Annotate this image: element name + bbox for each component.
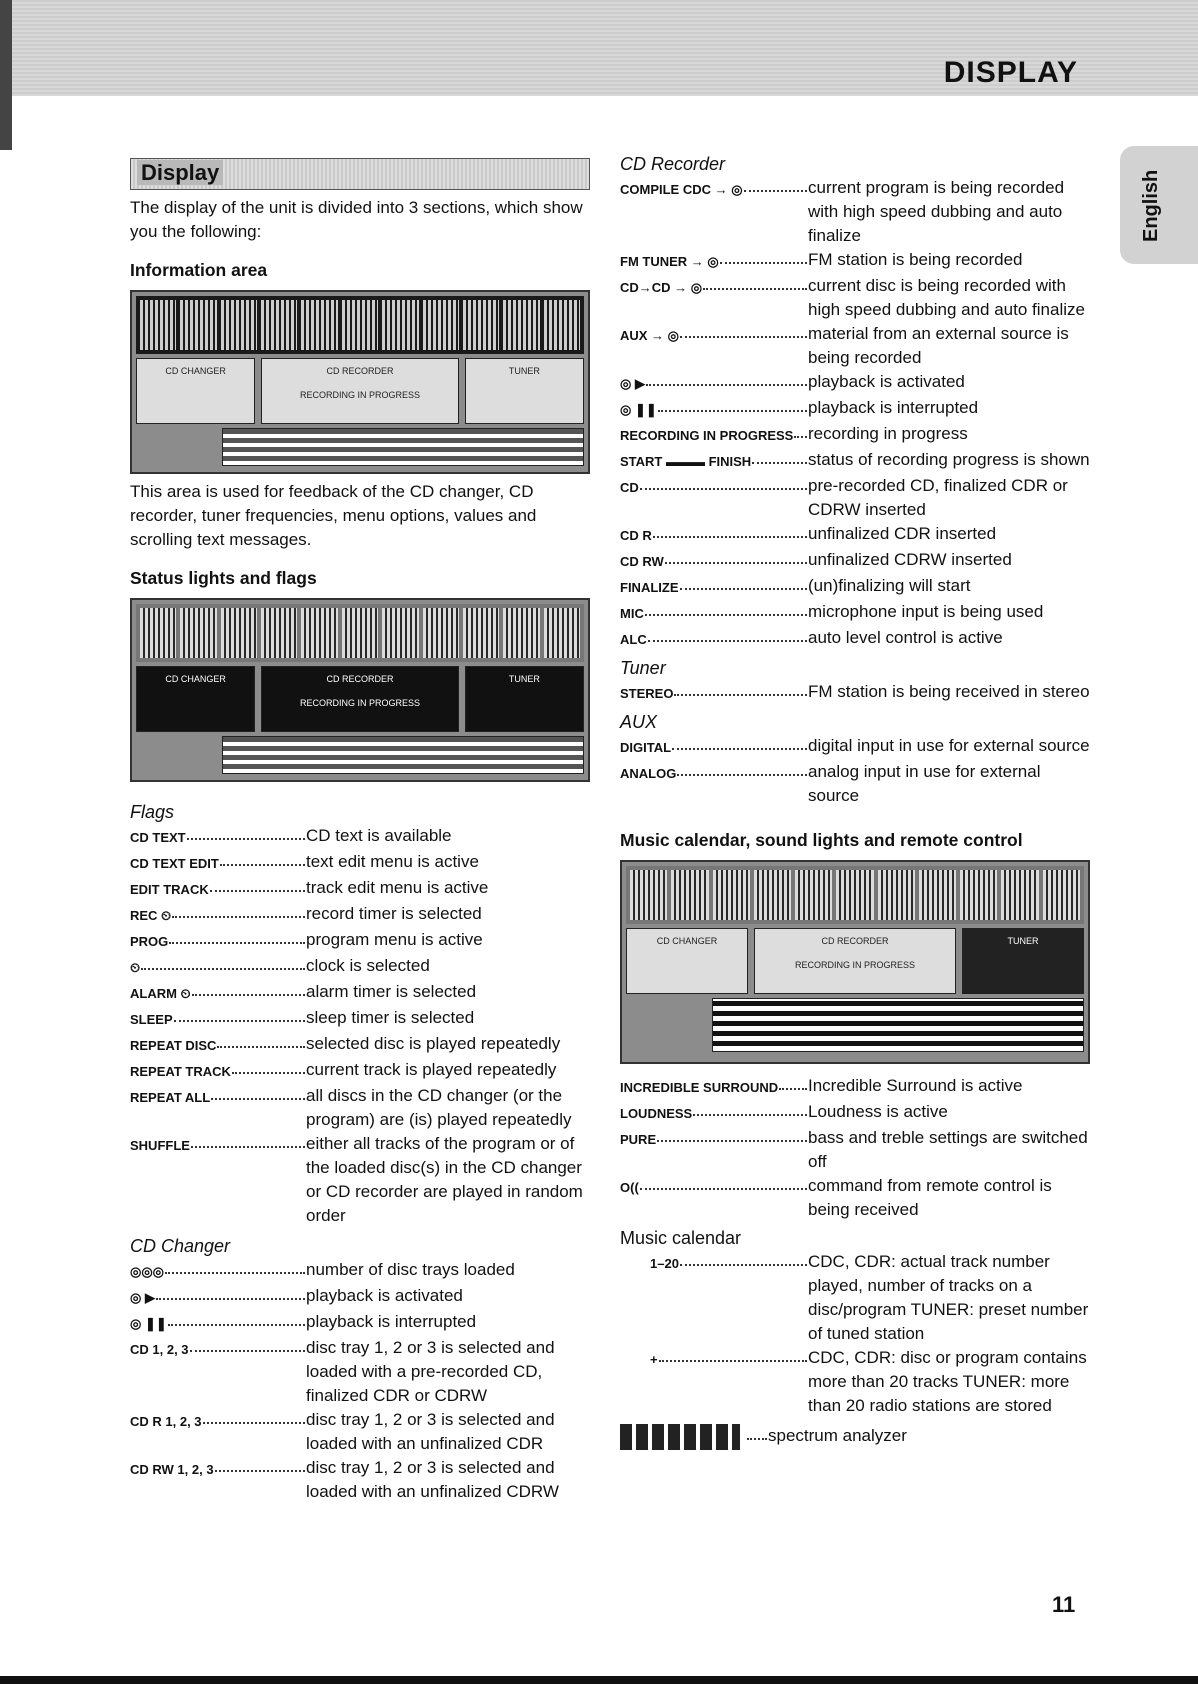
definition-desc: current program is being recorded with high speed dubbing and auto finalize	[808, 178, 1065, 245]
definition-term: COMPILE CDC → ◎	[620, 182, 743, 197]
definition-row	[620, 1074, 1090, 1100]
lcd-cd-recorder-panel: CD RECORDER RECORDING IN PROGRESS	[261, 358, 458, 424]
section-title: Display	[137, 160, 223, 185]
definition-term: REPEAT DISC	[130, 1038, 217, 1053]
definition-term: O((	[620, 1180, 639, 1195]
definition-desc: recording in progress	[808, 424, 968, 443]
definition-row	[130, 928, 590, 954]
lcd-segment-row	[136, 296, 584, 354]
definition-row	[620, 1250, 1090, 1346]
leader-dots	[210, 876, 305, 892]
leader-dots	[220, 850, 305, 866]
definition-term: +	[650, 1352, 658, 1367]
definition-desc: Incredible Surround is active	[808, 1076, 1023, 1095]
definition-row	[130, 1006, 590, 1032]
leader-dots	[747, 1424, 767, 1440]
lcd-spectrum	[222, 736, 584, 774]
definition-term: REC ⏲	[130, 908, 172, 923]
bottom-rule	[0, 1676, 1198, 1684]
music-calendar-subheading: Music calendar	[620, 1228, 742, 1248]
definition-desc: text edit menu is active	[306, 852, 479, 871]
music-calendar-heading: Music calendar, sound lights and remote control	[620, 830, 1023, 850]
definition-desc: all discs in the CD changer (or the program) are (is) played repeatedly	[306, 1086, 572, 1129]
definition-term: STEREO	[620, 686, 674, 701]
language-tab-label: English	[1140, 169, 1162, 242]
definition-row	[620, 574, 1090, 600]
cd-changer-list	[130, 1258, 590, 1504]
leader-dots	[191, 1132, 305, 1148]
lcd-cd-recorder-panel: CD RECORDER RECORDING IN PROGRESS	[754, 928, 956, 994]
definition-desc: bass and treble settings are switched off	[808, 1128, 1088, 1171]
page-header-title: DISPLAY	[943, 56, 1078, 89]
definition-term: ⏲	[130, 960, 141, 975]
definition-row	[620, 322, 1090, 370]
definition-row	[620, 248, 1090, 274]
aux-heading: AUX	[620, 712, 658, 732]
definition-row	[130, 824, 590, 850]
left-column	[130, 158, 590, 1504]
definition-row	[620, 1126, 1090, 1174]
leader-dots	[646, 370, 807, 386]
leader-dots	[169, 928, 305, 944]
leader-dots	[680, 1250, 807, 1266]
leader-dots	[720, 248, 807, 264]
definition-row	[130, 1284, 590, 1310]
definition-desc: record timer is selected	[306, 904, 482, 923]
definition-desc: Loudness is active	[808, 1102, 948, 1121]
intro-text: The display of the unit is divided into 3 sections, which show you the following:	[130, 198, 583, 241]
tuner-heading: Tuner	[620, 658, 666, 678]
leader-dots	[657, 1126, 807, 1142]
definition-term: ALC	[620, 632, 647, 647]
leader-dots	[640, 1174, 807, 1190]
definition-desc: playback is activated	[306, 1286, 463, 1305]
leader-dots	[680, 322, 807, 338]
definition-term: ◎ ❚❚	[620, 402, 657, 417]
definition-row	[130, 1336, 590, 1408]
definition-row	[620, 1174, 1090, 1222]
section-title-box	[130, 158, 590, 190]
definition-desc: disc tray 1, 2 or 3 is selected and loaded with an unfinalized CDRW	[306, 1458, 559, 1501]
lcd-spectrum	[222, 428, 584, 466]
music-calendar-display-illustration	[620, 860, 1090, 1064]
definition-row	[620, 396, 1090, 422]
leader-dots	[703, 274, 807, 290]
definition-term: ANALOG	[620, 766, 677, 781]
definition-desc: number of disc trays loaded	[306, 1260, 515, 1279]
leader-dots	[203, 1408, 305, 1424]
leader-dots	[640, 474, 807, 490]
definition-desc: track edit menu is active	[306, 878, 489, 897]
definition-term: PURE	[620, 1132, 657, 1147]
definition-row	[620, 734, 1090, 760]
lcd-segment-row-dim	[136, 604, 584, 662]
leader-dots	[192, 980, 305, 996]
definition-desc: pre-recorded CD, finalized CDR or CDRW inserted	[808, 476, 1068, 519]
definition-row	[130, 1310, 590, 1336]
definition-term: REPEAT ALL	[130, 1090, 211, 1105]
definition-term: START ▬▬▬ FINISH	[620, 454, 752, 469]
definition-row	[620, 1100, 1090, 1126]
leader-dots	[779, 1074, 807, 1090]
leader-dots	[659, 1346, 807, 1362]
lcd-cd-recorder-panel-lit: CD RECORDER RECORDING IN PROGRESS	[261, 666, 458, 732]
definition-desc: playback is interrupted	[808, 398, 979, 417]
definition-term: ◎ ❚❚	[130, 1316, 167, 1331]
leader-dots	[165, 1258, 305, 1274]
definition-desc: alarm timer is selected	[306, 982, 477, 1001]
definition-desc: clock is selected	[306, 956, 430, 975]
leader-dots	[211, 1084, 305, 1100]
definition-term: RECORDING IN PROGRESS	[620, 428, 794, 443]
cd-changer-heading: CD Changer	[130, 1236, 231, 1256]
definition-term: CD R 1, 2, 3	[130, 1414, 202, 1429]
leader-dots	[172, 902, 305, 918]
leader-dots	[156, 1284, 305, 1300]
music-calendar-list	[620, 1250, 1090, 1418]
definition-desc: disc tray 1, 2 or 3 is selected and loaded with an unfinalized CDR	[306, 1410, 555, 1453]
leader-dots	[693, 1100, 807, 1116]
definition-term: SLEEP	[130, 1012, 173, 1027]
lcd-segment-row-dim	[626, 866, 1084, 924]
definition-term: AUX → ◎	[620, 328, 680, 343]
leader-dots	[217, 1032, 305, 1048]
leader-dots	[653, 522, 807, 538]
lcd-spectrum-lit	[712, 998, 1084, 1052]
sound-lights-list	[620, 1074, 1090, 1222]
definition-desc: unfinalized CDR inserted	[808, 524, 997, 543]
definition-desc: auto level control is active	[808, 628, 1003, 647]
binding-edge	[0, 0, 12, 150]
definition-desc: FM station is being recorded	[808, 250, 1023, 269]
definition-desc: disc tray 1, 2 or 3 is selected and loaded with a pre-recorded CD, finalized CDR or CDRW	[306, 1338, 555, 1405]
definition-desc: CDC, CDR: actual track number played, number of tracks on a disc/program TUNER: preset number of tuned station	[808, 1252, 1089, 1343]
leader-dots	[658, 396, 807, 412]
definition-desc: current disc is being recorded with high speed dubbing and auto finalize	[808, 276, 1085, 319]
leader-dots	[168, 1310, 305, 1326]
status-heading: Status lights and flags	[130, 568, 317, 588]
definition-row	[620, 474, 1090, 522]
language-tab	[1120, 146, 1198, 264]
definition-row	[620, 176, 1090, 248]
definition-row	[130, 1456, 590, 1504]
definition-row	[130, 1084, 590, 1132]
leader-dots	[672, 734, 807, 750]
definition-term: CD TEXT EDIT	[130, 856, 219, 871]
definition-desc: unfinalized CDRW inserted	[808, 550, 1012, 569]
leader-dots	[645, 600, 807, 616]
definition-desc: analog input in use for external source	[808, 762, 1041, 805]
definition-row	[620, 760, 1090, 808]
info-area-display-illustration	[130, 290, 590, 474]
definition-term: SHUFFLE	[130, 1138, 190, 1153]
definition-desc: material from an external source is being recorded	[808, 324, 1069, 367]
definition-desc: digital input in use for external source	[808, 736, 1090, 755]
leader-dots	[187, 824, 305, 840]
definition-row	[620, 422, 1090, 448]
definition-term: FINALIZE	[620, 580, 679, 595]
leader-dots	[174, 1006, 305, 1022]
page-number: 11	[1052, 1592, 1076, 1617]
flags-heading: Flags	[130, 802, 175, 822]
leader-dots	[680, 574, 808, 590]
lcd-cd-changer-panel-lit: CD CHANGER	[136, 666, 255, 732]
definition-term: CD 1, 2, 3	[130, 1342, 189, 1357]
right-column	[620, 148, 1090, 1450]
definition-row	[620, 1346, 1090, 1418]
leader-dots	[744, 176, 807, 192]
definition-row	[620, 548, 1090, 574]
definition-desc: current track is played repeatedly	[306, 1060, 557, 1079]
leader-dots	[674, 680, 807, 696]
lcd-tuner-panel-lit: TUNER	[962, 928, 1084, 994]
definition-row	[130, 902, 590, 928]
definition-row	[620, 680, 1090, 706]
definition-row	[620, 274, 1090, 322]
definition-row	[130, 1408, 590, 1456]
definition-row	[620, 626, 1090, 652]
definition-term: MIC	[620, 606, 644, 621]
definition-term: ALARM ⏲	[130, 986, 191, 1001]
lcd-tuner-panel: TUNER	[465, 358, 584, 424]
definition-desc: selected disc is played repeatedly	[306, 1034, 561, 1053]
definition-term: CD TEXT	[130, 830, 186, 845]
definition-row	[130, 1058, 590, 1084]
definition-term: ◎◎◎	[130, 1264, 165, 1279]
leader-dots	[752, 448, 807, 464]
definition-term: ◎ ▶	[620, 376, 645, 391]
definition-row	[130, 954, 590, 980]
definition-desc: playback is activated	[808, 372, 965, 391]
cd-recorder-list	[620, 176, 1090, 652]
aux-list	[620, 734, 1090, 808]
flags-list	[130, 824, 590, 1228]
definition-term: EDIT TRACK	[130, 882, 209, 897]
leader-dots	[794, 422, 807, 438]
definition-row	[130, 1132, 590, 1228]
definition-row	[620, 600, 1090, 626]
definition-desc: (un)finalizing will start	[808, 576, 971, 595]
cd-recorder-heading: CD Recorder	[620, 154, 726, 174]
definition-desc: sleep timer is selected	[306, 1008, 475, 1027]
status-display-illustration	[130, 598, 590, 782]
definition-desc: CDC, CDR: disc or program contains more than 20 tracks TUNER: more than 20 radio stations are stored	[808, 1348, 1087, 1415]
tuner-list	[620, 680, 1090, 706]
definition-row	[130, 980, 590, 1006]
definition-term: FM TUNER → ◎	[620, 254, 719, 269]
leader-dots	[677, 760, 807, 776]
spectrum-row	[620, 1424, 1090, 1450]
lcd-tuner-panel-lit: TUNER	[465, 666, 584, 732]
info-area-text: This area is used for feedback of the CD changer, CD recorder, tuner frequencies, menu options, values and scrolling text messages.	[130, 482, 537, 549]
definition-desc: microphone input is being used	[808, 602, 1044, 621]
definition-term: CD	[620, 480, 639, 495]
definition-row	[620, 448, 1090, 474]
leader-dots	[190, 1336, 305, 1352]
definition-row	[130, 850, 590, 876]
info-area-heading: Information area	[130, 260, 268, 280]
definition-term: INCREDIBLE SURROUND	[620, 1080, 779, 1095]
spectrum-desc: spectrum analyzer	[768, 1426, 907, 1445]
definition-desc: FM station is being received in stereo	[808, 682, 1090, 701]
definition-term: CD RW 1, 2, 3	[130, 1462, 214, 1477]
definition-row	[130, 1258, 590, 1284]
definition-term: 1–20	[650, 1256, 679, 1271]
definition-desc: playback is interrupted	[306, 1312, 477, 1331]
leader-dots	[232, 1058, 305, 1074]
definition-term: CD R	[620, 528, 652, 543]
definition-desc: CD text is available	[306, 826, 452, 845]
definition-term: DIGITAL	[620, 740, 672, 755]
definition-term: ◎ ▶	[130, 1290, 155, 1305]
spectrum-analyzer-icon	[620, 1424, 740, 1450]
definition-term: LOUDNESS	[620, 1106, 693, 1121]
lcd-cd-changer-panel: CD CHANGER	[136, 358, 255, 424]
definition-row	[620, 370, 1090, 396]
definition-desc: status of recording progress is shown	[808, 450, 1090, 469]
definition-row	[130, 1032, 590, 1058]
definition-desc: either all tracks of the program or of the loaded disc(s) in the CD changer or CD recorder are played in random order	[306, 1134, 583, 1225]
leader-dots	[141, 954, 305, 970]
leader-dots	[648, 626, 807, 642]
definition-row	[130, 876, 590, 902]
definition-term: CD RW	[620, 554, 664, 569]
definition-row	[620, 522, 1090, 548]
definition-term: CD→CD → ◎	[620, 280, 703, 295]
leader-dots	[215, 1456, 305, 1472]
definition-desc: command from remote control is being received	[808, 1176, 1052, 1219]
definition-term: PROG	[130, 934, 169, 949]
definition-desc: program menu is active	[306, 930, 483, 949]
lcd-cd-changer-panel: CD CHANGER	[626, 928, 748, 994]
leader-dots	[665, 548, 807, 564]
definition-term: REPEAT TRACK	[130, 1064, 231, 1079]
